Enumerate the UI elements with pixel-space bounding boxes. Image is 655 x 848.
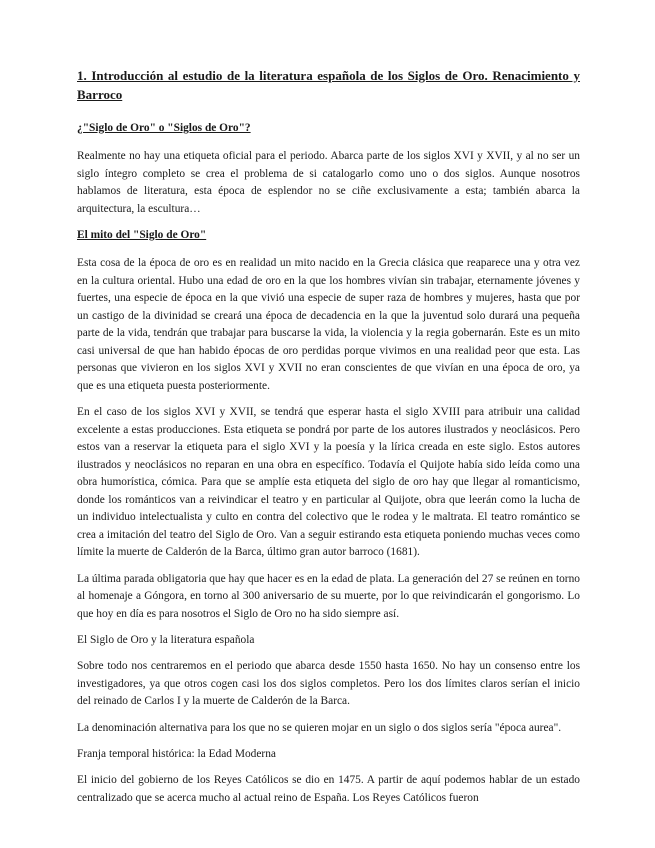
- document-title: 1. Introducción al estudio de la literatura española de los Siglos de Oro. Renacimiento y Barroco: [77, 68, 580, 102]
- section-heading: Franja temporal histórica: la Edad Moderna: [77, 748, 276, 760]
- document-body: [77, 66, 580, 807]
- section-heading: El mito del "Siglo de Oro": [77, 229, 207, 241]
- paragraph: La última parada obligatoria que hay que hacer es en la edad de plata. La generación del 27 se reúnen en torno al homenaje a Góngora, en torno al 300 aniversario de su muerte, por lo que reivindicarán el gongorismo. Lo que hoy en día es para nosotros el Siglo de Oro no ha sido siempre así.: [77, 572, 580, 620]
- paragraph: El inicio del gobierno de los Reyes Católicos se dio en 1475. A partir de aquí podemos hablar de un estado centralizado que se acerca mucho al actual reino de España. Los Reyes Católicos fueron: [77, 774, 580, 804]
- paragraph: Esta cosa de la época de oro es en realidad un mito nacido en la Grecia clásica que reaparece una y otra vez en la cultura oriental. Hubo una edad de oro en la que los hombres vivían sin trabajar, eternamente jóvenes y fuertes, una especie de época en la que vivió una especie de super raza de hombres y mujeres, hasta que por un castigo de la divinidad se creará una época de decadencia en la que la juventud solo durará una pequeña parte de la vida, tendrán que trabajar para buscarse la vida, la violencia y la regia gobernarán. Este es un mito casi universal de que han habido épocas de oro perdidas porque vivimos en una realidad peor que esta. Las personas que vivieron en los siglos XVI y XVII no eran conscientes de que vivían en una época de oro, ya que es una etiqueta puesta posteriormente.: [77, 257, 580, 392]
- section-heading: El Siglo de Oro y la literatura española: [77, 634, 255, 646]
- paragraph: En el caso de los siglos XVI y XVII, se tendrá que esperar hasta el siglo XVIII para atribuir una calidad excelente a estas producciones. Esta etiqueta se pondrá por parte de los autores ilustrados y neoclásicos. Pero estos van a reservar la etiqueta para el siglo XVI y la poesía y la lírica creada en este siglo. Estos autores ilustrados y neoclásicos no reparan en una obra en específico. Todavía el Quijote había sido leída como una obra humorística, cómica. Para que se amplíe esta etiqueta del siglo de oro hay que llegar al romanticismo, donde los románticos van a reivindicar el teatro y en particular al Quijote, obra que leerán como la lucha de un individuo intelectualista y culto en contra del colectivo que le rodea y le maltrata. El teatro romántico se crea a imitación del teatro del Siglo de Oro. Van a seguir estirando esta etiqueta poniendo muchas veces como límite la muerte de Calderón de la Barca, último gran autor barroco (1681).: [77, 406, 580, 558]
- paragraph: Sobre todo nos centraremos en el periodo que abarca desde 1550 hasta 1650. No hay un consenso entre los investigadores, ya que otros cogen casi los dos siglos completos. Pero los dos límites claros serían el inicio del reinado de Carlos I y la muerte de Calderón de la Barca.: [77, 660, 580, 707]
- paragraph: Realmente no hay una etiqueta oficial para el periodo. Abarca parte de los siglos XVI y XVII, y al no ser un siglo íntegro completo se crea el problema de si catalogarlo como uno o dos siglos. Aunque nosotros hablamos de literatura, esta época de esplendor no se ciñe exclusivamente a esta; también abarca la arquitectura, la escultura…: [77, 150, 580, 215]
- section-heading: ¿"Siglo de Oro" o "Siglos de Oro"?: [77, 122, 251, 134]
- paragraph: La denominación alternativa para los que no se quieren mojar en un siglo o dos siglos sería "época aurea".: [77, 721, 562, 734]
